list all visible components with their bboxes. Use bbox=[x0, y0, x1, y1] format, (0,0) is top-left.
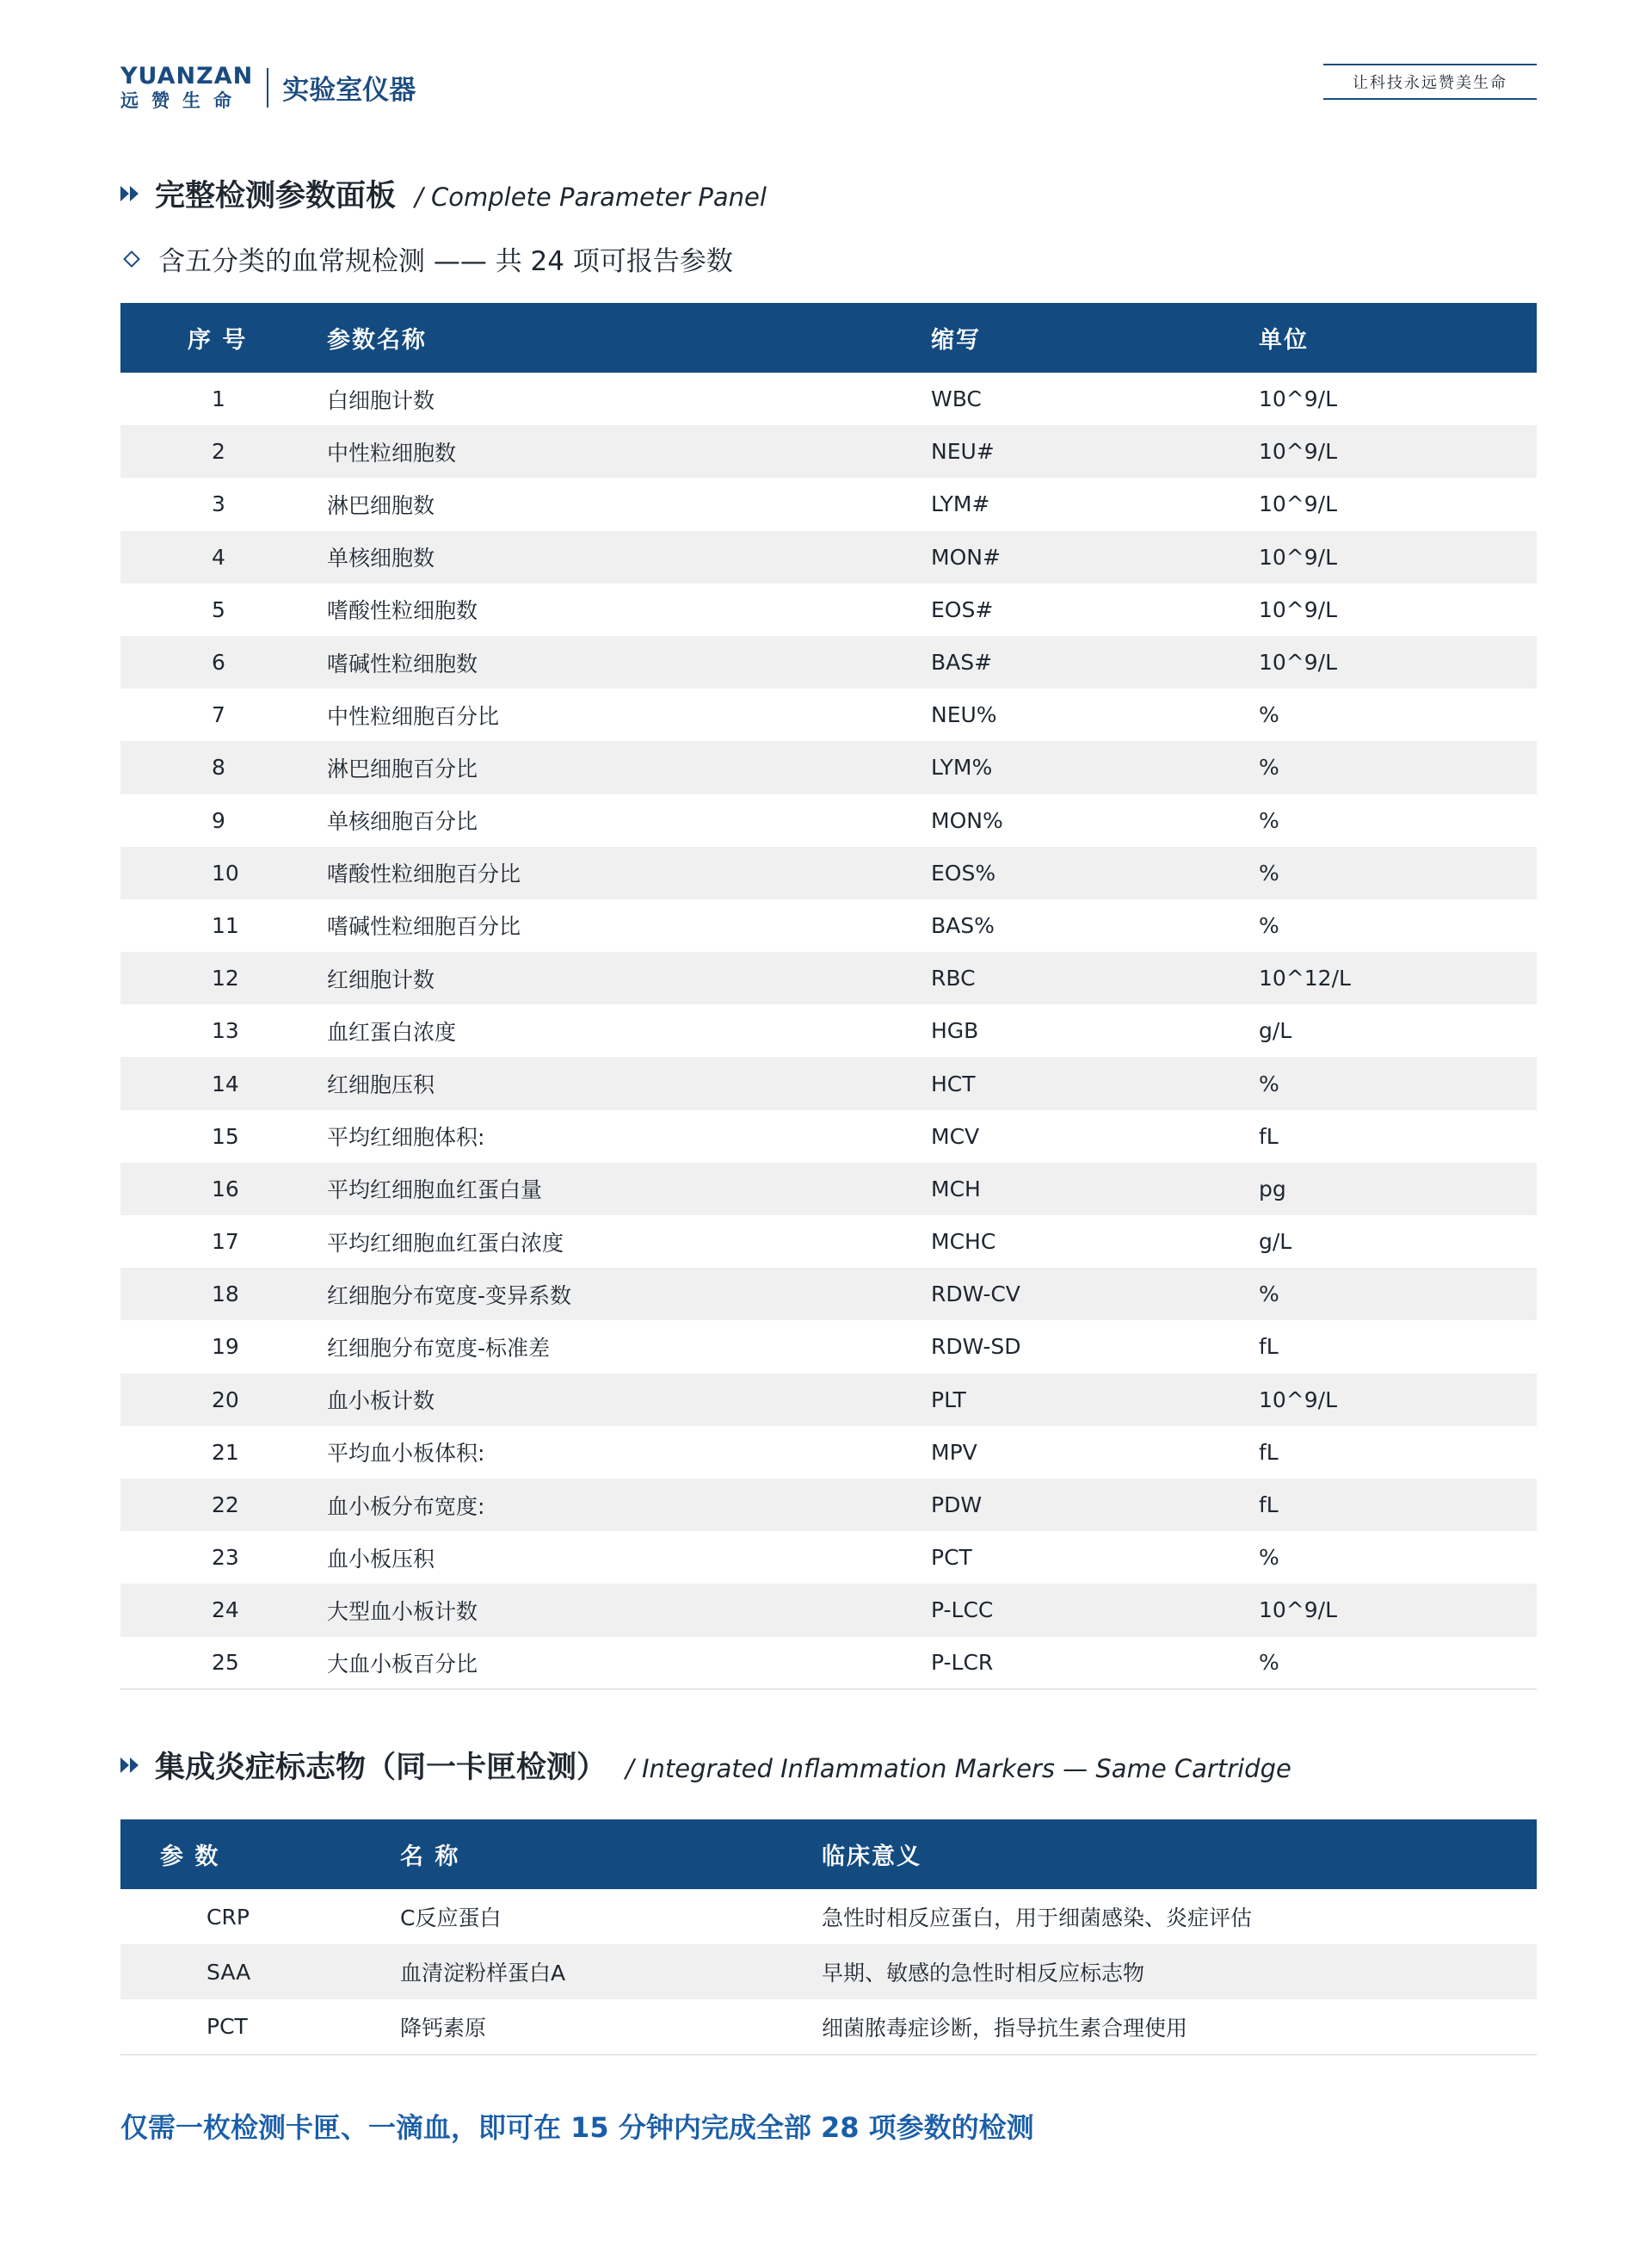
table-row bbox=[120, 373, 1537, 425]
column-header-name: 名 称 bbox=[400, 1844, 460, 1870]
cell-abbreviation: BAS# bbox=[931, 650, 993, 676]
section-title-parameters bbox=[120, 172, 767, 215]
cell-number: 23 bbox=[212, 1545, 239, 1571]
cell-abbreviation: PLT bbox=[931, 1387, 966, 1412]
inflammation-table bbox=[120, 1819, 1537, 2055]
inflammation-table-body bbox=[120, 1889, 1537, 2054]
cell-parameter-name: 白细胞计数 bbox=[327, 387, 435, 413]
cell-parameter: CRP bbox=[206, 1904, 250, 1930]
cell-number: 20 bbox=[212, 1387, 239, 1412]
cell-unit: 10^9/L bbox=[1259, 491, 1338, 517]
cell-parameter-name: 嗜酸性粒细胞数 bbox=[327, 598, 478, 624]
table-row bbox=[120, 1889, 1537, 1944]
cell-abbreviation: HGB bbox=[931, 1018, 979, 1044]
cell-parameter-name: 血小板压积 bbox=[327, 1546, 435, 1572]
cell-abbreviation: RDW-SD bbox=[931, 1334, 1021, 1360]
table-row bbox=[120, 952, 1537, 1004]
cell-unit: % bbox=[1259, 1545, 1279, 1571]
table-row bbox=[120, 1110, 1537, 1163]
cell-abbreviation: PCT bbox=[931, 1545, 972, 1571]
cell-number: 9 bbox=[212, 807, 225, 833]
cell-abbreviation: NEU% bbox=[931, 702, 997, 728]
section-title-inflammation bbox=[120, 1744, 1291, 1787]
cell-clinical-significance: 急性时相反应蛋白，用于细菌感染、炎症评估 bbox=[822, 1905, 1253, 1930]
table-row bbox=[120, 794, 1537, 847]
cell-clinical-significance: 细菌脓毒症诊断，指导抗生素合理使用 bbox=[822, 2015, 1188, 2041]
table-row bbox=[120, 1479, 1537, 1531]
cell-unit: fL bbox=[1259, 1334, 1279, 1360]
table-row bbox=[120, 1215, 1537, 1268]
cell-number: 4 bbox=[212, 544, 225, 570]
table-row bbox=[120, 636, 1537, 689]
cell-parameter-name: 大血小板百分比 bbox=[327, 1651, 478, 1677]
column-header-number: 序 号 bbox=[188, 327, 248, 354]
cell-parameter: SAA bbox=[206, 1959, 251, 1985]
cell-abbreviation: HCT bbox=[931, 1071, 976, 1096]
cell-number: 7 bbox=[212, 702, 225, 728]
table-row bbox=[120, 1374, 1537, 1426]
column-header-abbreviation: 缩写 bbox=[931, 327, 981, 354]
cell-number: 24 bbox=[212, 1597, 239, 1623]
cell-abbreviation: BAS% bbox=[931, 912, 995, 938]
diamond-icon bbox=[123, 250, 140, 268]
cell-parameter-name: 大型血小板计数 bbox=[327, 1598, 478, 1624]
cell-unit: 10^9/L bbox=[1259, 650, 1338, 676]
cell-abbreviation: P-LCC bbox=[931, 1597, 994, 1623]
cell-parameter-name: 淋巴细胞数 bbox=[327, 492, 435, 518]
double-arrow-icon bbox=[120, 1756, 141, 1775]
cell-abbreviation: MCV bbox=[931, 1123, 980, 1149]
cell-number: 11 bbox=[212, 912, 239, 938]
cell-abbreviation: NEU# bbox=[931, 439, 995, 465]
cell-parameter-name: 淋巴细胞百分比 bbox=[327, 756, 478, 781]
column-header-name: 参数名称 bbox=[327, 327, 427, 354]
table-header-row bbox=[120, 303, 1537, 373]
column-header-unit: 单位 bbox=[1259, 327, 1309, 354]
cell-unit: fL bbox=[1259, 1492, 1279, 1518]
column-header-clinical-significance: 临床意义 bbox=[822, 1844, 922, 1870]
cell-unit: % bbox=[1259, 1071, 1279, 1096]
cell-unit: 10^9/L bbox=[1259, 1597, 1338, 1623]
table-row bbox=[120, 1163, 1537, 1215]
footer-note: 仅需一枚检测卡匣、一滴血，即可在 15 分钟内完成全部 28 项参数的检测 bbox=[120, 2111, 1034, 2144]
cell-number: 3 bbox=[212, 491, 225, 517]
cell-number: 21 bbox=[212, 1439, 239, 1465]
table-row bbox=[120, 425, 1537, 478]
cell-unit: fL bbox=[1259, 1439, 1279, 1465]
cell-name: C反应蛋白 bbox=[400, 1905, 502, 1930]
cell-abbreviation: RBC bbox=[931, 966, 976, 991]
cell-abbreviation: WBC bbox=[931, 386, 982, 412]
table-row bbox=[120, 847, 1537, 899]
cell-parameter-name: 红细胞计数 bbox=[327, 967, 435, 992]
cell-parameter-name: 中性粒细胞数 bbox=[327, 440, 457, 466]
cell-parameter-name: 单核细胞百分比 bbox=[327, 809, 478, 835]
cell-number: 22 bbox=[212, 1492, 239, 1518]
cell-abbreviation: LYM# bbox=[931, 491, 990, 517]
parameter-table bbox=[120, 303, 1537, 1689]
cell-number: 10 bbox=[212, 860, 239, 886]
table-row bbox=[120, 1320, 1537, 1373]
cell-number: 16 bbox=[212, 1176, 239, 1201]
column-header-parameter: 参 数 bbox=[160, 1844, 220, 1870]
section-title-cn: 完整检测参数面板 bbox=[155, 179, 397, 213]
cell-number: 14 bbox=[212, 1071, 239, 1096]
section-title-cn: 集成炎症标志物（同一卡匣检测） bbox=[155, 1751, 607, 1785]
cell-clinical-significance: 早期、敏感的急性时相反应标志物 bbox=[822, 1961, 1145, 1986]
table-row bbox=[120, 689, 1537, 741]
cell-unit: 10^12/L bbox=[1259, 966, 1351, 991]
cell-parameter-name: 嗜碱性粒细胞数 bbox=[327, 651, 478, 676]
cell-number: 2 bbox=[212, 439, 225, 465]
cell-unit: 10^9/L bbox=[1259, 439, 1338, 465]
cell-unit: 10^9/L bbox=[1259, 386, 1338, 412]
cell-abbreviation: MON% bbox=[931, 807, 1003, 833]
section-title-en: / Complete Parameter Panel bbox=[415, 182, 767, 212]
cell-unit: % bbox=[1259, 702, 1279, 728]
brand-header bbox=[120, 64, 416, 111]
cell-parameter-name: 血小板计数 bbox=[327, 1388, 435, 1414]
brand-divider bbox=[267, 68, 268, 108]
table-row bbox=[120, 584, 1537, 636]
table-row bbox=[120, 478, 1537, 530]
cell-number: 12 bbox=[212, 966, 239, 991]
table-row bbox=[120, 899, 1537, 952]
table-header-row bbox=[120, 1819, 1537, 1889]
cell-number: 8 bbox=[212, 755, 225, 781]
cell-parameter-name: 平均红细胞体积: bbox=[327, 1125, 485, 1151]
cell-abbreviation: LYM% bbox=[931, 755, 993, 781]
cell-name: 降钙素原 bbox=[400, 2015, 487, 2041]
table-row bbox=[120, 1944, 1537, 1999]
cell-unit: % bbox=[1259, 1282, 1279, 1307]
cell-abbreviation: MCHC bbox=[931, 1229, 996, 1255]
table-row bbox=[120, 531, 1537, 584]
cell-unit: % bbox=[1259, 755, 1279, 781]
table-row bbox=[120, 1426, 1537, 1479]
table-row bbox=[120, 1057, 1537, 1109]
brand-subtitle: 实验室仪器 bbox=[282, 75, 416, 106]
table-row bbox=[120, 741, 1537, 794]
section-subheading bbox=[120, 239, 733, 278]
cell-parameter-name: 嗜酸性粒细胞百分比 bbox=[327, 862, 521, 887]
logo-text-en: YUANZAN bbox=[120, 63, 254, 90]
cell-abbreviation: MON# bbox=[931, 544, 1001, 570]
cell-parameter-name: 血小板分布宽度: bbox=[327, 1493, 485, 1519]
table-row bbox=[120, 1004, 1537, 1057]
logo-text-cn: 远赞生命 bbox=[120, 90, 244, 111]
subheading-text: 含五分类的血常规检测 —— 共 24 项可报告参数 bbox=[158, 246, 733, 277]
cell-unit: % bbox=[1259, 807, 1279, 833]
cell-abbreviation: MPV bbox=[931, 1439, 977, 1465]
cell-abbreviation: MCH bbox=[931, 1176, 981, 1201]
table-row bbox=[120, 1637, 1537, 1689]
cell-unit: % bbox=[1259, 1650, 1279, 1676]
cell-unit: % bbox=[1259, 912, 1279, 938]
cell-parameter-name: 嗜碱性粒细胞百分比 bbox=[327, 914, 521, 940]
cell-parameter-name: 平均红细胞血红蛋白浓度 bbox=[327, 1230, 564, 1256]
cell-parameter-name: 中性粒细胞百分比 bbox=[327, 703, 500, 729]
cell-unit: 10^9/L bbox=[1259, 1387, 1338, 1412]
cell-number: 13 bbox=[212, 1018, 239, 1044]
cell-number: 19 bbox=[212, 1334, 239, 1360]
cell-unit: 10^9/L bbox=[1259, 544, 1338, 570]
cell-abbreviation: PDW bbox=[931, 1492, 983, 1518]
cell-abbreviation: EOS% bbox=[931, 860, 996, 886]
parameter-table-body bbox=[120, 373, 1537, 1689]
cell-parameter: PCT bbox=[206, 2014, 248, 2040]
cell-parameter-name: 红细胞分布宽度-标准差 bbox=[327, 1335, 551, 1361]
cell-number: 1 bbox=[212, 386, 225, 412]
cell-name: 血清淀粉样蛋白A bbox=[400, 1961, 566, 1986]
company-logo[interactable] bbox=[120, 64, 253, 111]
cell-number: 17 bbox=[212, 1229, 239, 1255]
cell-abbreviation: RDW-CV bbox=[931, 1282, 1020, 1307]
cell-parameter-name: 单核细胞数 bbox=[327, 546, 435, 571]
section-title-en: / Integrated Inflammation Markers — Same Cartridge bbox=[626, 1754, 1291, 1783]
table-row bbox=[120, 1999, 1537, 2054]
cell-parameter-name: 平均红细胞血红蛋白量 bbox=[327, 1177, 543, 1203]
cell-number: 18 bbox=[212, 1282, 239, 1307]
cell-abbreviation: EOS# bbox=[931, 596, 994, 622]
cell-parameter-name: 血红蛋白浓度 bbox=[327, 1019, 457, 1045]
cell-parameter-name: 红细胞压积 bbox=[327, 1072, 435, 1098]
cell-unit: fL bbox=[1259, 1123, 1279, 1149]
cell-parameter-name: 平均血小板体积: bbox=[327, 1441, 485, 1467]
cell-unit: g/L bbox=[1259, 1229, 1292, 1255]
cell-number: 6 bbox=[212, 650, 225, 676]
cell-abbreviation: P-LCR bbox=[931, 1650, 994, 1676]
slogan: 让科技永远赞美生命 bbox=[1323, 64, 1537, 100]
cell-number: 15 bbox=[212, 1123, 239, 1149]
cell-unit: g/L bbox=[1259, 1018, 1292, 1044]
table-row bbox=[120, 1531, 1537, 1584]
cell-unit: pg bbox=[1259, 1176, 1286, 1201]
table-row bbox=[120, 1584, 1537, 1636]
cell-parameter-name: 红细胞分布宽度-变异系数 bbox=[327, 1282, 572, 1308]
cell-unit: 10^9/L bbox=[1259, 596, 1338, 622]
table-row bbox=[120, 1268, 1537, 1320]
cell-unit: % bbox=[1259, 860, 1279, 886]
cell-number: 5 bbox=[212, 596, 225, 622]
double-arrow-icon bbox=[120, 184, 141, 203]
cell-number: 25 bbox=[212, 1650, 239, 1676]
